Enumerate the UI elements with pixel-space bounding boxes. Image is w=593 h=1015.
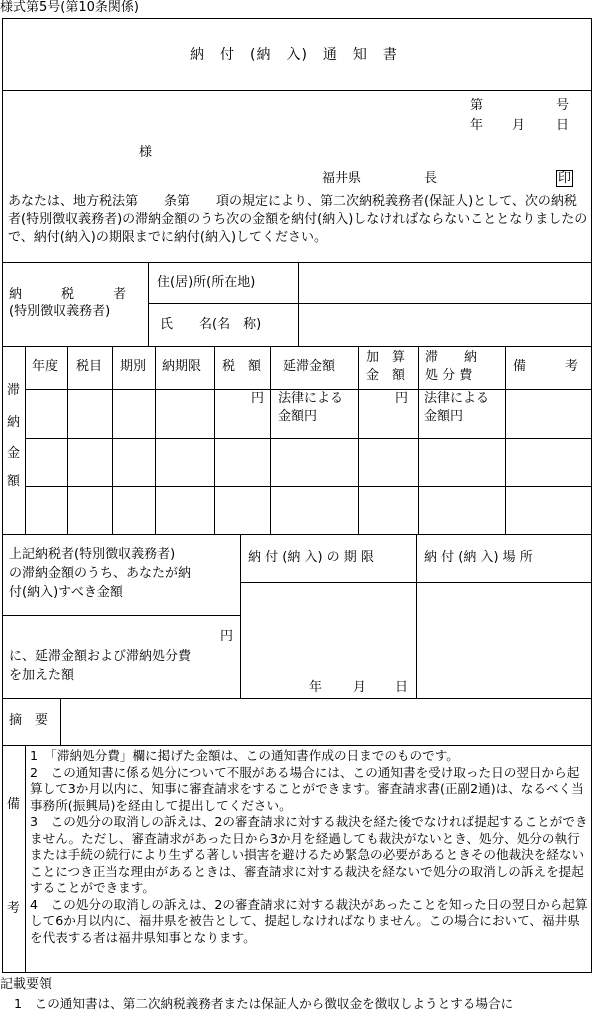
col-header-late-fee: 延滞金額 [283,359,336,374]
summary-label: 摘 要 [9,713,49,728]
footer-heading: 記載要領 [0,977,53,992]
form-number-label: 様式第5号(第10条関係) [0,0,139,15]
arrears-side-label-4: 額 [7,474,21,489]
note-item-2: 2 この通知書に係る処分について不服がある場合には、この通知書を受け取った日の翌日から起算して3か月以内に、知事に審査請求をすることができます。審査請求書(正副2通)は、なるべく当事務所(振興局)を経由して提出してください。 [30,764,584,813]
payment-place-label: 納 付 (納 入) 場 所 [424,550,533,565]
late-fee-note-2: 金額円 [278,409,318,424]
payment-text-1: 上記納税者(特別徴収義務者) [9,547,176,562]
taxpayer-label: 納 税 者 [9,287,127,302]
payment-text-5: を加えた額 [9,668,75,683]
col-header-remarks: 備 考 [513,359,579,374]
col-header-additional-2: 金 額 [366,368,406,383]
form-title: 納 付 (納 入) 通 知 書 [190,47,398,63]
col-header-disposition-2: 処 分 費 [425,368,473,383]
footer-item-1: 1 この通知書は、第二次納税義務者または保証人から徴収金を徴収しようとする場合に [14,996,514,1011]
payment-yen-unit: 円 [220,629,234,644]
payment-text-4: に、延滞金額および滞納処分費 [9,649,192,664]
col-header-due-date: 納期限 [162,359,202,374]
additional-yen-unit: 円 [395,391,409,406]
name-label: 氏 名(名 称) [160,317,262,332]
note-item-3: 3 この処分の取消しの訴えは、2の審査請求に対する裁決を経た後でなければ提起することができません。ただし、審査請求があった日から3か月を経過しても裁決がないとき、処分、処分の執行または手続の続行により生ずる著しい損害を避けるため緊急の必要があるときその他裁決を経ないことにつき正当な理由があるときは、審査請求に対する裁決を経ないで処分の取消しの訴えを提起することができます。 [30,814,588,895]
tax-amount-yen-unit: 円 [251,391,265,406]
col-header-year: 年度 [32,359,59,374]
deadline-year: 年 [309,680,323,695]
arrears-side-label-1: 滞 [7,383,21,398]
late-fee-note-1: 法律による [278,391,344,406]
col-header-disposition-1: 滞 納 [425,350,478,365]
note-item-1: 1 「滞納処分費」欄に掲げた金額は、この通知書作成の日までのものです。 [30,748,459,763]
notes-side-label-2: 考 [7,901,21,916]
payment-text-2: の滞納金額のうち、あなたが納 [9,566,192,581]
col-header-additional-1: 加 算 [366,350,406,365]
deadline-label: 納 付 (納 入) の 期 限 [248,550,374,565]
issuer-chief: 長 [424,171,438,186]
col-header-tax-amount: 税 額 [222,359,262,374]
notes-list [18,748,590,946]
seal-mark: 印 [558,171,572,186]
notes-side-label-1: 備 [7,797,21,812]
taxpayer-label-sub: (特別徴収義務者) [9,304,111,319]
issuer-prefecture: 福井県 [322,171,362,186]
deadline-day: 日 [395,680,409,695]
note-item-4: 4 この処分の取消しの訴えは、2の審査請求に対する裁決があったことを知った日の翌日から起算して6か月以内に、福井県を被告として、提起しなければなりません。この場合において、福井県を代表する者は福井県知事となります。 [30,896,588,945]
number-dai: 第 [470,98,484,113]
date-year: 年 [470,118,484,133]
intro-paragraph: あなたは、地方税法第 条第 項の規定により、第二次納税義務者(保証人)として、次の納税者(特別徴収義務者)の滞納金額のうち次の金額を納付(納入)しなければならないこととなりましたので、納付(納入)の期限までに納付(納入)してください。 [8,194,588,245]
date-month: 月 [512,118,526,133]
number-go: 号 [556,98,570,113]
col-header-period: 期別 [120,359,147,374]
arrears-side-label-2: 納 [7,415,21,430]
addressee-sama: 様 [139,145,153,160]
col-header-tax-item: 税目 [76,359,103,374]
deadline-month: 月 [353,680,367,695]
payment-text-3: 付(納入)すべき金額 [9,585,123,600]
date-day: 日 [556,118,570,133]
disposition-note-1: 法律による [424,391,490,406]
disposition-note-2: 金額円 [424,409,464,424]
arrears-side-label-3: 金 [7,446,21,461]
address-label: 住(居)所(所在地) [157,275,256,290]
